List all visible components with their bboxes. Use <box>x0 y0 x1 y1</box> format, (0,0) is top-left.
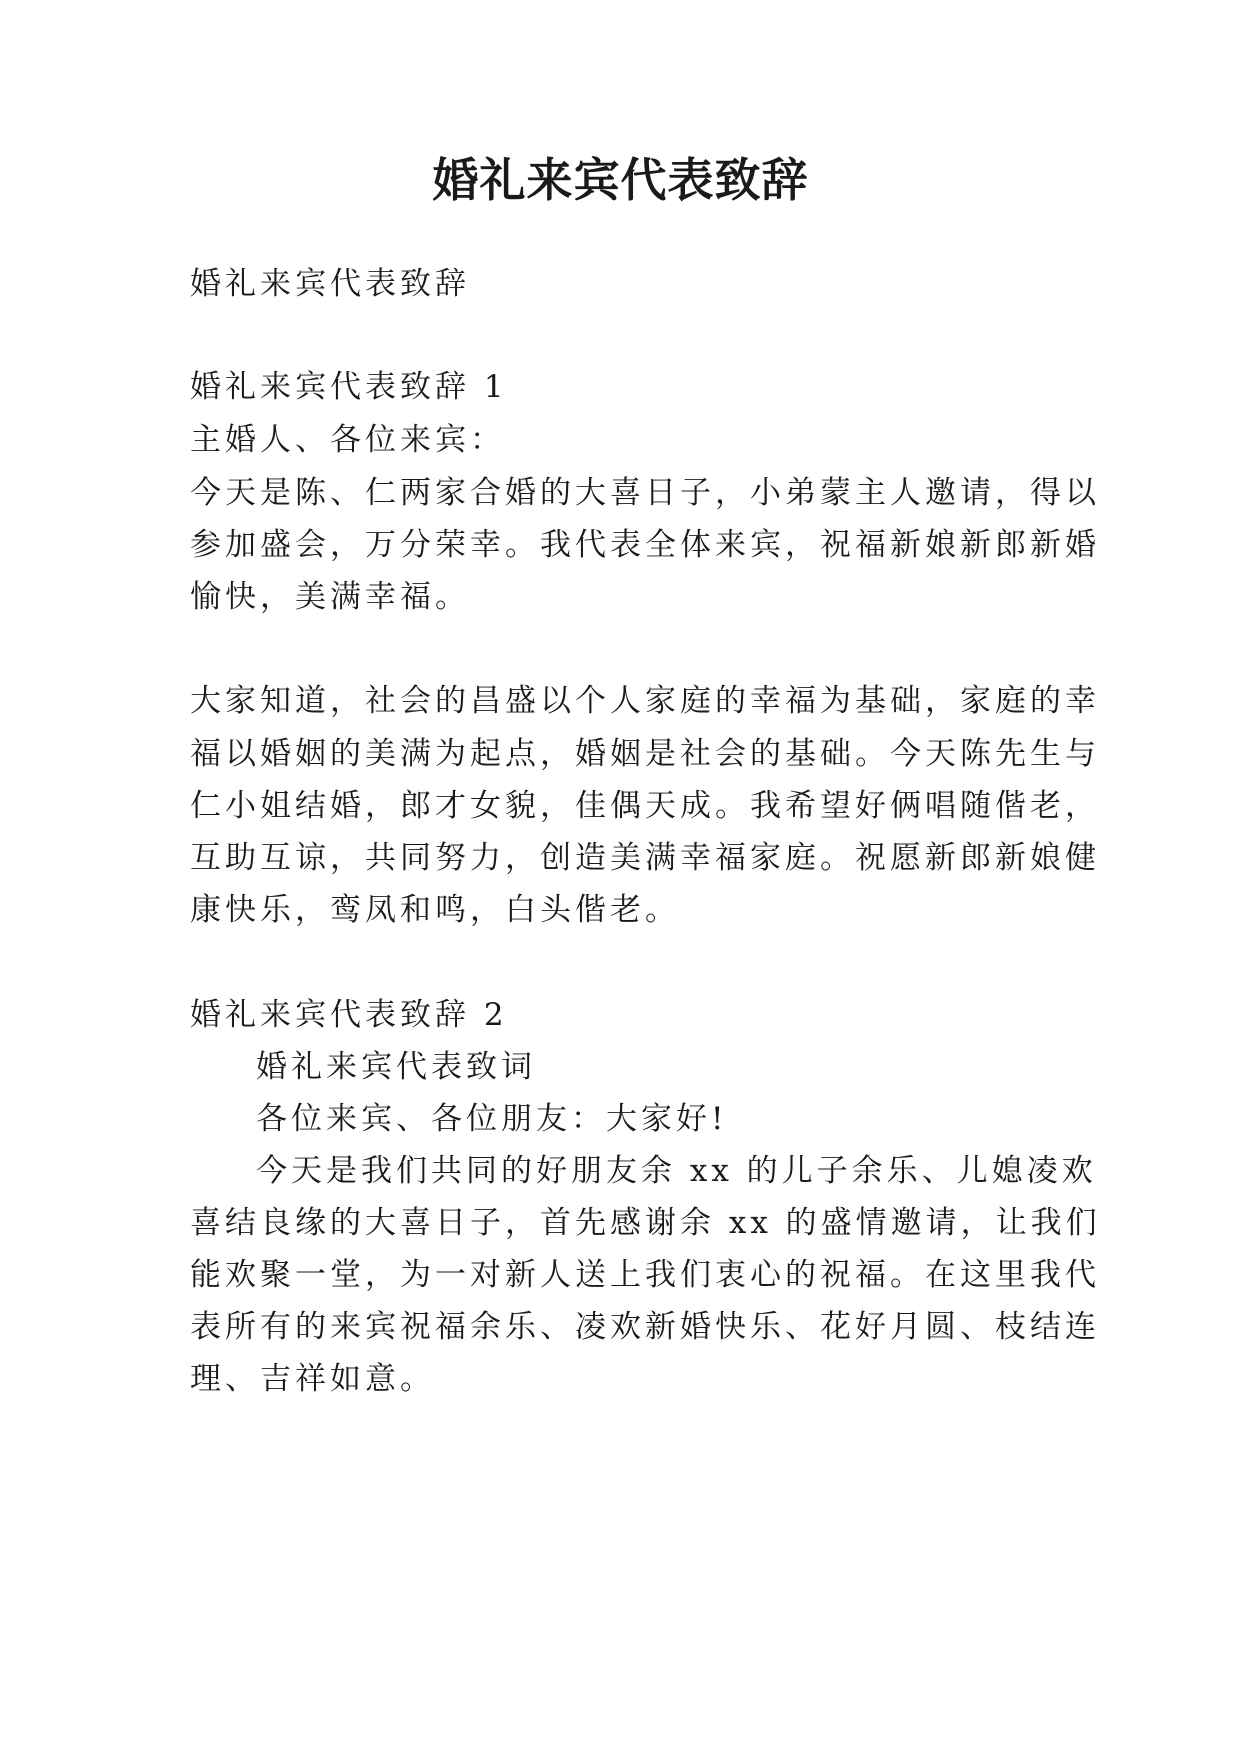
section2-subtitle: 婚礼来宾代表致词 <box>256 1049 536 1085</box>
section1-paragraph2-line: 互助互谅，共同努力，创造美满幸福家庭。祝愿新郎新娘健 <box>190 840 1100 876</box>
section1-heading: 婚礼来宾代表致辞 1 <box>190 369 508 405</box>
section1-paragraph2-line: 康快乐，鸾凤和鸣，白头偕老。 <box>190 892 680 928</box>
section2-paragraph1-line: 喜结良缘的大喜日子，首先感谢余 xx 的盛情邀请，让我们 <box>190 1205 1101 1241</box>
section1-paragraph1-line: 今天是陈、仁两家合婚的大喜日子，小弟蒙主人邀请，得以 <box>190 475 1100 511</box>
document-title: 婚礼来宾代表致辞 <box>432 153 809 207</box>
section2-paragraph1-line: 能欢聚一堂，为一对新人送上我们衷心的祝福。在这里我代 <box>190 1257 1100 1293</box>
section2-heading: 婚礼来宾代表致辞 2 <box>190 997 508 1033</box>
intro-heading: 婚礼来宾代表致辞 <box>190 266 470 302</box>
section1-paragraph2-line: 仁小姐结婚，郎才女貌，佳偶天成。我希望好俩唱随偕老， <box>190 788 1100 824</box>
section1-salutation: 主婚人、各位来宾： <box>190 422 505 458</box>
section2-paragraph1-first-line: 今天是我们共同的好朋友余 xx 的儿子余乐、儿媳凌欢 <box>256 1153 1097 1189</box>
section2-paragraph1-line: 理、吉祥如意。 <box>190 1361 435 1397</box>
section2-salutation: 各位来宾、各位朋友：大家好! <box>256 1101 728 1137</box>
section1-paragraph1-line: 参加盛会，万分荣幸。我代表全体来宾，祝福新娘新郎新婚 <box>190 527 1100 563</box>
section1-paragraph1-line: 愉快，美满幸福。 <box>190 579 470 615</box>
section1-paragraph2-line: 福以婚姻的美满为起点，婚姻是社会的基础。今天陈先生与 <box>190 736 1100 772</box>
section1-paragraph2-line: 大家知道，社会的昌盛以个人家庭的幸福为基础，家庭的幸 <box>190 683 1100 719</box>
section2-paragraph1-line: 表所有的来宾祝福余乐、凌欢新婚快乐、花好月圆、枝结连 <box>190 1309 1100 1345</box>
